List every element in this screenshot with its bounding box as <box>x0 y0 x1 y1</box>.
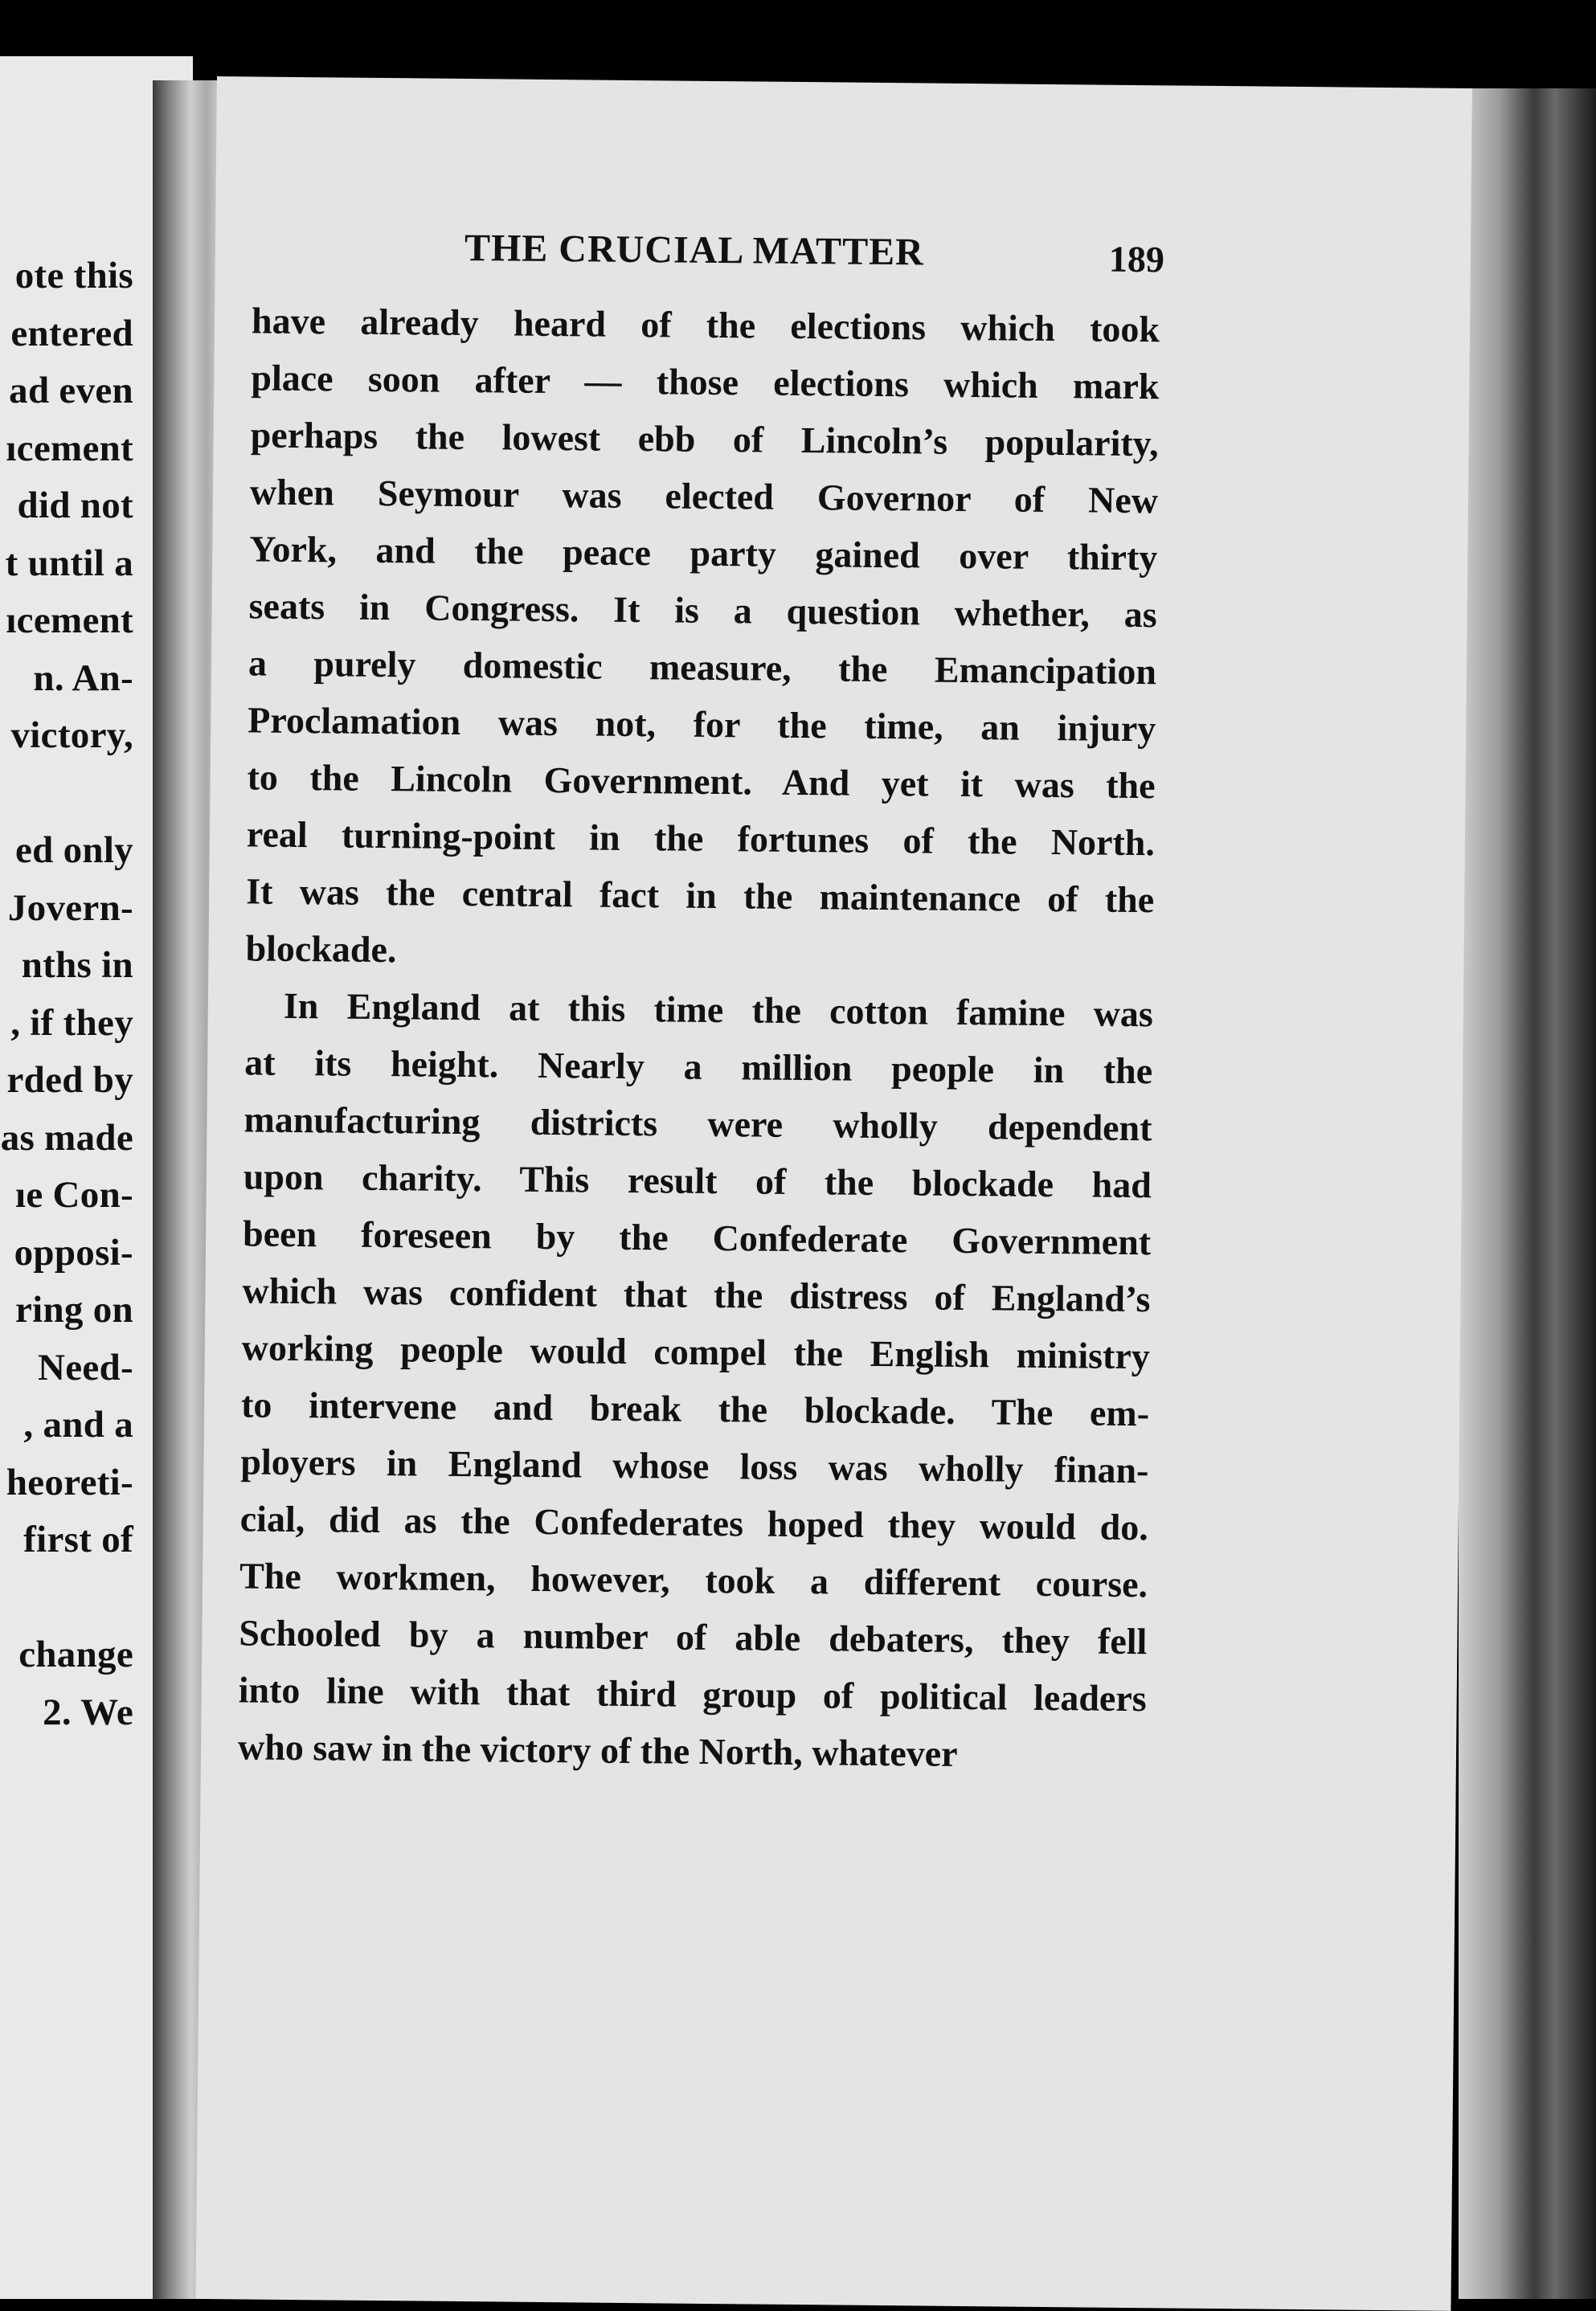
facing-page-line: ed only <box>14 829 133 871</box>
facing-page-line: ote this <box>14 255 133 297</box>
facing-page-line: , if they <box>10 1001 133 1044</box>
facing-page-line: entered <box>10 312 133 354</box>
text-line: The workmen, however, took a different course. <box>239 1555 1148 1605</box>
text-line: working people would compel the English ministry <box>241 1327 1151 1377</box>
facing-page-line: ring on <box>14 1289 133 1331</box>
text-line: when Seymour was elected Governor of New <box>249 471 1159 522</box>
text-line: perhaps the lowest ebb of Lincoln’s popularity, <box>250 414 1159 464</box>
facing-page-line: ıe Con- <box>14 1174 133 1216</box>
text-line: at its height. Nearly a million people in the <box>243 1041 1153 1092</box>
facing-page-line: t until a <box>5 542 133 584</box>
book-page <box>195 76 1471 2311</box>
facing-page-line: 2. We <box>43 1691 133 1733</box>
text-line: cial, did as the Confederates hoped they would do. <box>239 1498 1148 1548</box>
text-line: upon charity. This result of the blockade had <box>243 1156 1152 1206</box>
facing-page-line: nths in <box>21 944 133 986</box>
text-line: seats in Congress. It is a question whether, as <box>248 585 1157 636</box>
text-line: It was the central fact in the maintenance of the <box>246 870 1155 921</box>
paragraph-2 <box>238 976 1153 1784</box>
facing-page-line: change <box>18 1634 133 1675</box>
text-line: In England at this time the cotton famine was <box>283 984 1154 1035</box>
text-line: which was confident that the distress of England’s <box>242 1270 1151 1320</box>
text-line: real turning-point in the fortunes of the North. <box>246 813 1156 864</box>
text-line: who saw in the victory of the North, whatever <box>237 1726 958 1774</box>
text-line: manufacturing districts were wholly dependent <box>243 1098 1152 1149</box>
facing-page-line: rded by <box>6 1059 133 1101</box>
facing-page-line: did not <box>17 485 133 526</box>
running-head: THE CRUCIAL MATTER <box>464 226 925 274</box>
facing-page-line: Need- <box>38 1346 133 1389</box>
text-line: Proclamation was not, for the time, an injury <box>248 699 1156 750</box>
facing-page-line: ıcement <box>6 427 133 469</box>
body-text <box>238 292 1160 1784</box>
facing-page-line: opposi- <box>14 1231 133 1274</box>
facing-page-line: as made <box>0 1116 133 1159</box>
text-line: blockade. <box>245 927 397 971</box>
text-line: to intervene and break the blockade. The em- <box>240 1384 1150 1434</box>
text-line: ployers in England whose loss was wholly finan- <box>240 1441 1149 1491</box>
paragraph-1 <box>245 292 1160 985</box>
page-edge-shadow <box>1459 88 1596 2299</box>
facing-page-line: victory, <box>10 714 133 756</box>
facing-page-line: ad even <box>9 370 133 411</box>
text-line: into line with that third group of political leaders <box>238 1669 1147 1720</box>
text-line: a purely domestic measure, the Emancipation <box>248 642 1157 693</box>
facing-page-line: , and a <box>23 1404 133 1446</box>
facing-page-line: Jovern- <box>7 886 133 929</box>
facing-page-line: first of <box>23 1519 133 1560</box>
text-line: to the Lincoln Government. And yet it was the <box>247 756 1156 807</box>
text-line: York, and the peace party gained over thirty <box>249 528 1158 579</box>
text-line: been foreseen by the Confederate Government <box>242 1213 1152 1263</box>
text-line: Schooled by a number of able debaters, they fell <box>239 1612 1148 1663</box>
facing-page-line: n. An- <box>33 656 133 699</box>
facing-page-line: ıcement <box>6 599 133 641</box>
text-line: place soon after — those elections which mark <box>251 357 1160 407</box>
facing-page-line: heoreti- <box>6 1461 133 1503</box>
text-line: have already heard of the elections which took <box>251 300 1160 350</box>
page-number: 189 <box>1108 238 1165 280</box>
